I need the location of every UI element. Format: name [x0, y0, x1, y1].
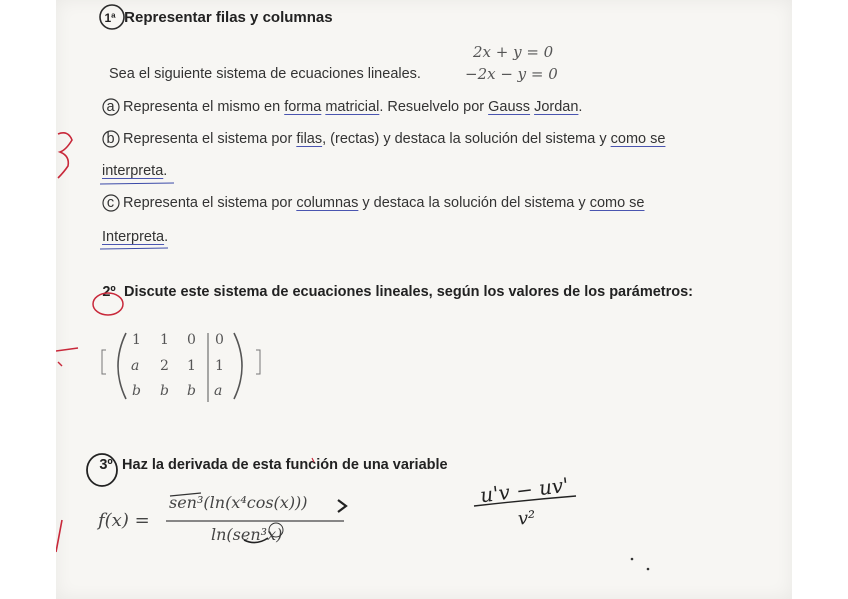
exam-sheet: [56, 0, 792, 599]
item-a-label: a: [106, 99, 115, 115]
red-pen-mark: [58, 133, 72, 178]
item-b-underlined: como se: [610, 131, 666, 147]
function-denominator: ln(sen³x): [211, 525, 283, 544]
exercise-2-heading: [98, 284, 693, 300]
item-a-underlined: Jordan: [534, 99, 579, 115]
matrix-cell: 1: [187, 358, 196, 374]
item-c-end: .: [164, 229, 169, 245]
pen-mark: [338, 500, 346, 512]
item-c-underlined: Interpreta: [102, 229, 165, 245]
equation-2: −2x − y = 0: [465, 65, 558, 83]
matrix-cell: a: [131, 358, 140, 374]
blue-underline: [100, 248, 168, 249]
item-b-label: b: [106, 131, 115, 147]
item-b-end: .: [163, 163, 168, 179]
parameter-matrix: [100, 328, 270, 406]
item-b-underlined: filas: [296, 131, 323, 147]
item-a-text: Representa el mismo en: [123, 99, 285, 115]
matrix-cell: 0: [215, 332, 224, 348]
item-a-end: .: [578, 99, 583, 115]
pen-dot: [631, 558, 634, 561]
item-b-line-2: [102, 163, 167, 179]
matrix-cell: 1: [160, 332, 169, 348]
exercise-1-heading: [100, 9, 333, 26]
item-a: [102, 99, 582, 115]
exercise-2-title: Discute este sistema de ecuaciones lineales, según los valores de los parámetros:: [124, 284, 694, 300]
matrix-cell: b: [160, 383, 169, 399]
matrix-cell: b: [132, 383, 141, 399]
red-pen-mark: [56, 348, 78, 351]
system-intro: Sea el siguiente sistema de ecuaciones lineales.: [109, 66, 421, 82]
matrix-cell: 0: [187, 332, 196, 348]
pen-dot: [647, 568, 650, 571]
red-pen-mark: [56, 520, 62, 552]
function-numerator: sen³(ln(x⁴cos(x))): [169, 493, 308, 512]
item-a-underlined: Gauss: [488, 99, 531, 115]
exercise-3-number: 3º: [99, 457, 113, 473]
blue-underline: [100, 183, 174, 184]
item-c: [102, 195, 645, 211]
function-lhs: f(x) =: [98, 510, 150, 531]
item-c-underlined: como se: [589, 195, 645, 211]
item-c-underlined: columnas: [296, 195, 359, 211]
item-b-underlined: interpreta: [102, 163, 164, 179]
item-b-text: Representa el sistema por: [123, 131, 297, 147]
handwritten-quotient-rule-denominator: v²: [517, 507, 537, 530]
item-b-text: , (rectas) y destaca la solución del sistema y: [322, 131, 611, 147]
matrix-cell: 2: [160, 358, 169, 374]
item-a-underlined: forma: [284, 99, 322, 115]
item-c-text: y destaca la solución del sistema y: [358, 195, 590, 211]
matrix-cell: b: [187, 383, 196, 399]
item-c-text: Representa el sistema por: [123, 195, 297, 211]
matrix-cell: 1: [132, 332, 141, 348]
exercise-3-heading: [94, 457, 448, 473]
item-b: [102, 131, 665, 147]
item-a-text: . Resuelvelo por: [379, 99, 489, 115]
handwritten-quotient-rule-numerator: u'v − uv': [478, 472, 570, 508]
equation-1: 2x + y = 0: [473, 43, 554, 61]
matrix-cell: a: [214, 383, 223, 399]
exercise-1-number: 1ª: [104, 11, 116, 25]
exercise-1-title: Representar filas y columnas: [124, 9, 333, 26]
matrix-cell: 1: [215, 358, 224, 374]
item-c-line-2: [102, 229, 168, 245]
item-a-underlined: matricial: [325, 99, 380, 115]
exercise-3-title: Haz la derivada de esta función de una variable: [122, 457, 448, 473]
red-pen-mark: [58, 362, 62, 366]
item-c-label: c: [106, 195, 115, 211]
exercise-2-number: 2º: [102, 284, 116, 300]
